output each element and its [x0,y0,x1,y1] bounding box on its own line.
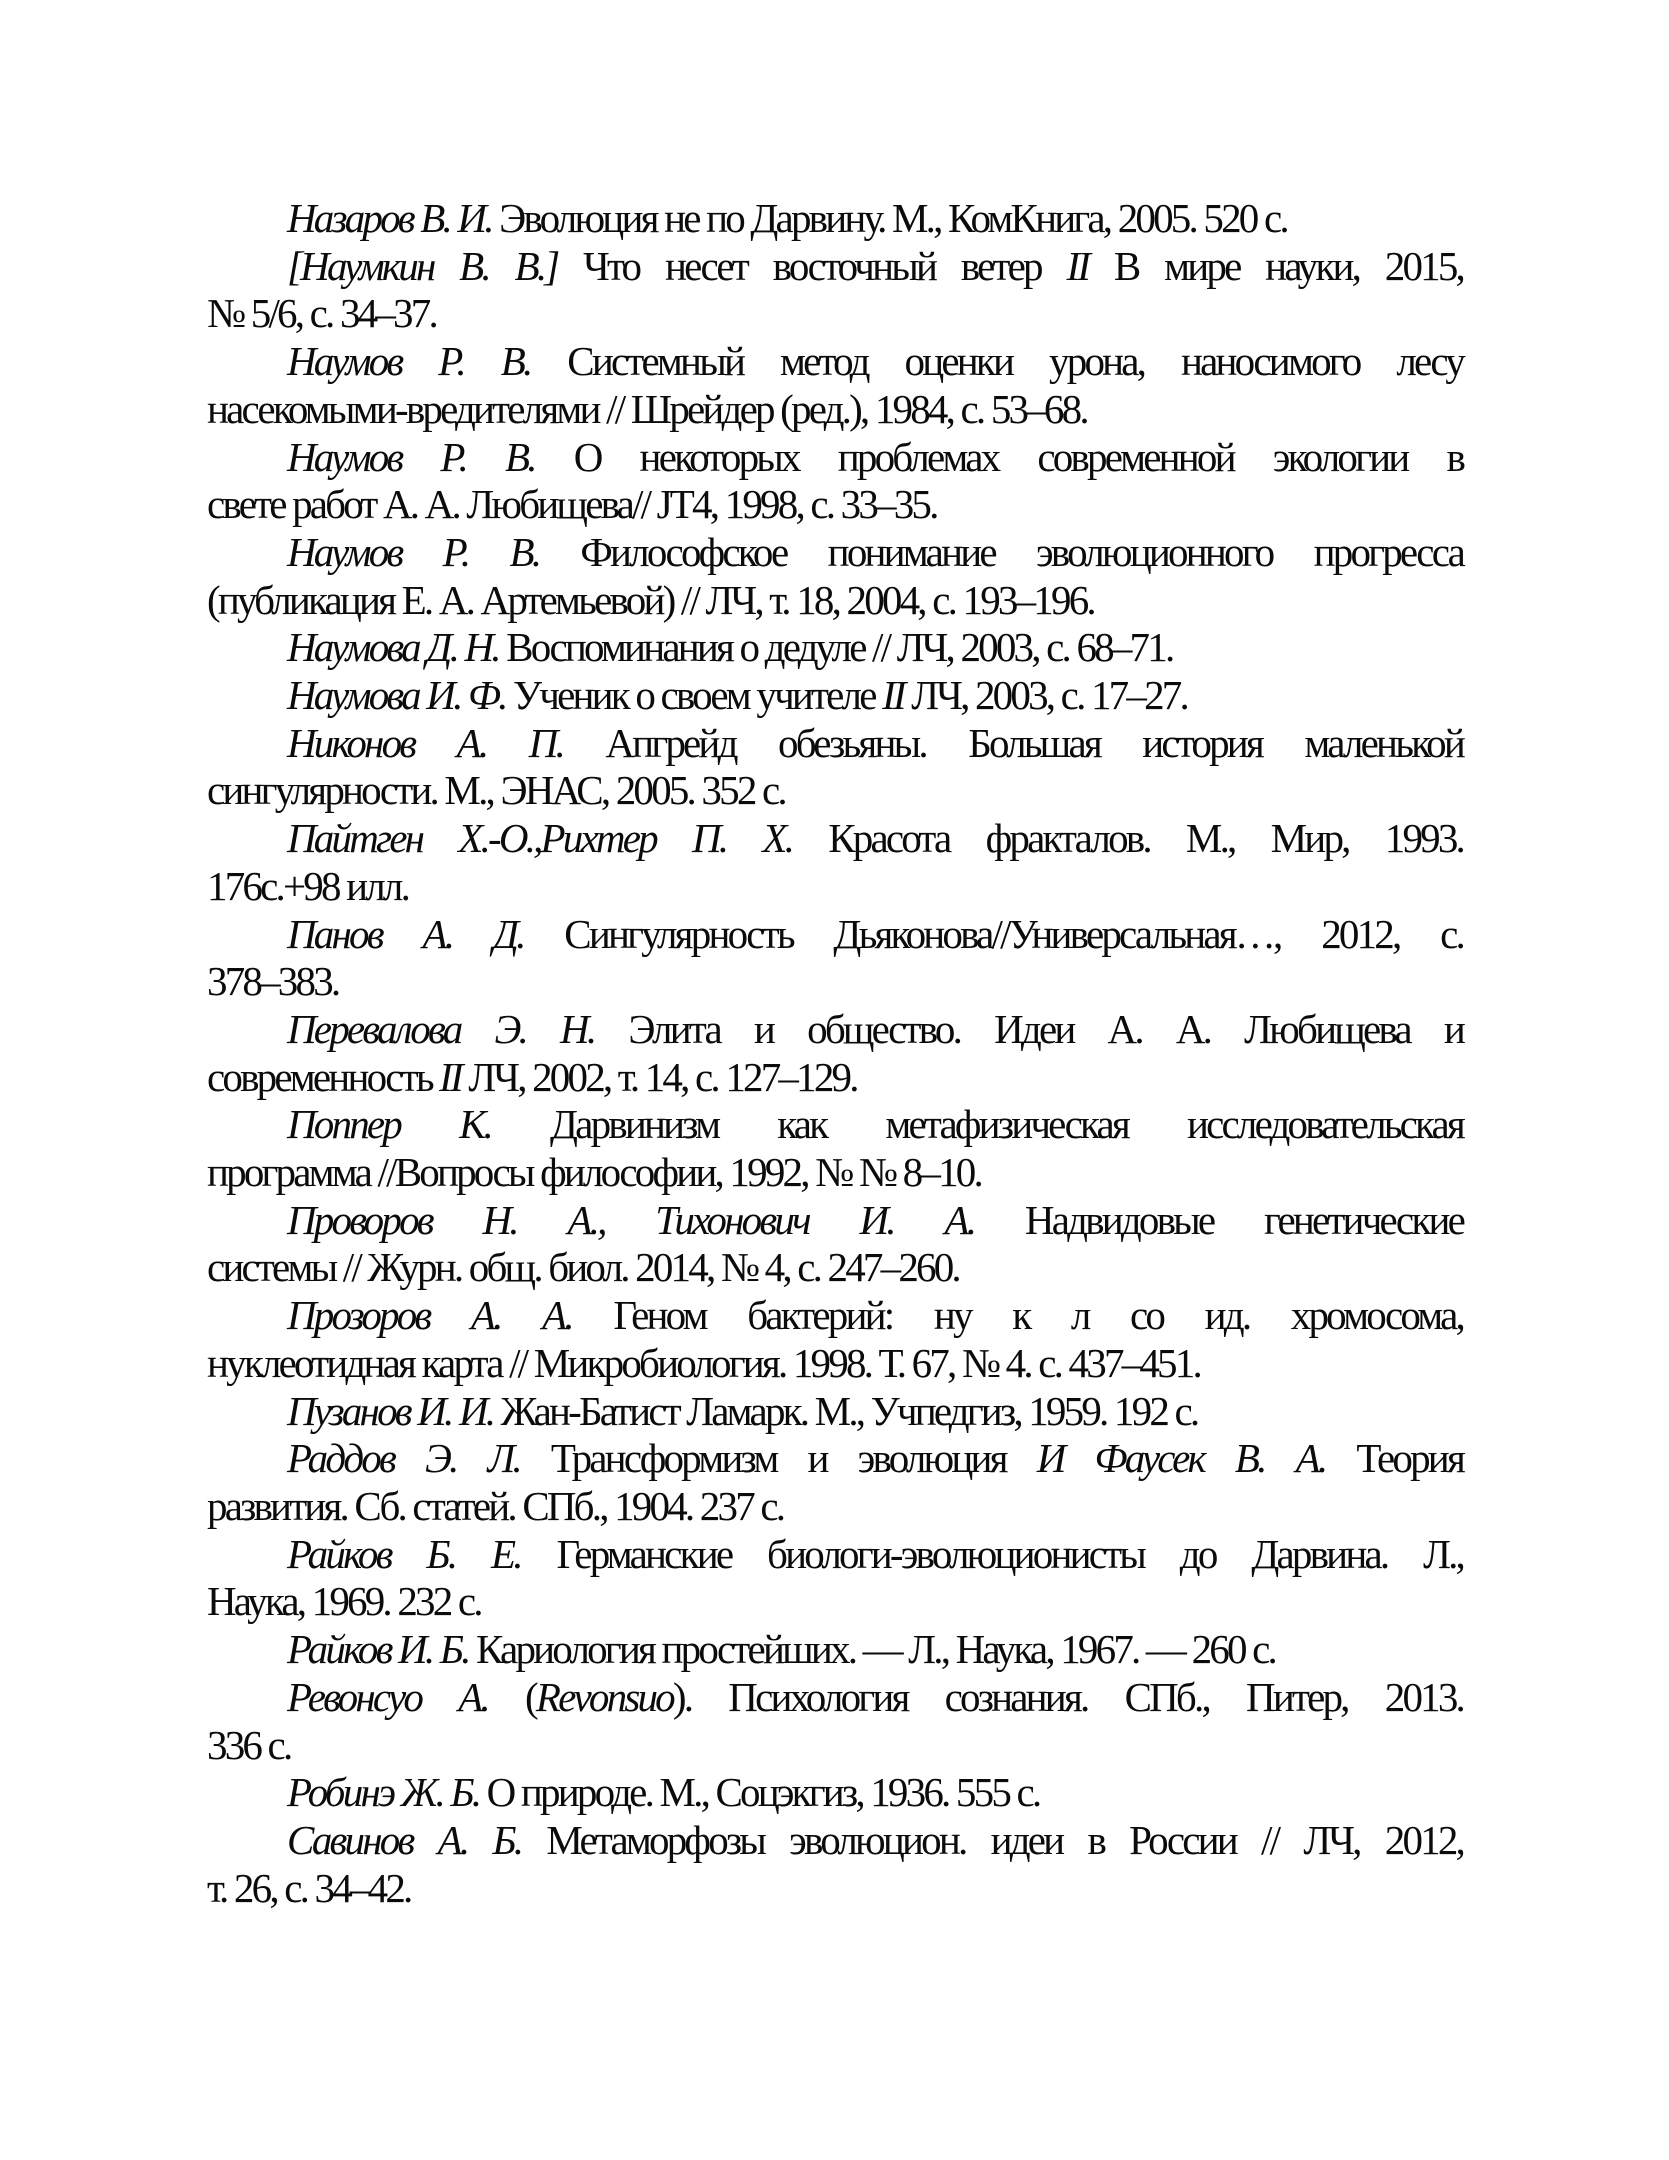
reference-author: Назаров В. И. [287,195,492,241]
reference-line [207,1578,1463,1626]
reference-text: насекомыми-вредителями // Шрейдер (ред.), 1984, с. 53–68. [207,385,1087,432]
reference-author: Пайтген Х.-О.,Рихтер П. Х. [287,815,793,862]
reference-text: сингулярности. М., ЭНАС, 2005. 352 с. [207,767,785,814]
reference-line [207,577,1463,625]
reference-text: Жан-Батист Ламарк. М., Учпедгиз, 1959. 192 с. [493,1387,1198,1434]
reference-line [207,1006,1463,1054]
reference-entry [207,1769,1463,1817]
reference-entry [207,1197,1463,1292]
reference-line [207,958,1463,1006]
reference-line [207,195,1463,243]
reference-author: Прозоров А. А. [287,1292,572,1339]
italic-run: II [439,1053,461,1100]
reference-line [207,1149,1463,1197]
reference-line [207,529,1463,577]
reference-author: [Наумкин В. В.] [287,242,558,289]
reference-line [207,1722,1463,1770]
reference-text: ЛЧ, 2003, с. 17–27. [903,672,1187,719]
reference-entry [207,1006,1463,1101]
reference-text: Геном бактерий: ну к л со ид. хромосома, [571,1292,1463,1339]
reference-text: Кариология простейших. — Л., Наука, 1967. — 260 с. [468,1626,1275,1673]
reference-author: Наумов Р. В. [287,338,531,385]
reference-text: 378–383. [207,958,339,1005]
reference-text: Элита и общество. Идеи А. А. Любищева и [594,1005,1463,1052]
reference-author: Панов А. Д. [287,910,524,957]
reference-author: Робинэ Ж. Б. [287,1769,480,1816]
reference-text: ЛЧ, 2002, т. 14, с. 127–129. [460,1053,857,1100]
reference-text: Ученик о своем учителе [505,672,883,719]
reference-entry [207,1817,1463,1912]
reference-entry [207,815,1463,910]
reference-line [207,1197,1463,1245]
reference-text: 176с.+98 илл. [207,862,409,909]
reference-text: т. 26, с. 34–42. [207,1864,411,1911]
reference-line [207,1340,1463,1388]
reference-line [207,911,1463,959]
reference-entry [207,195,1463,243]
reference-entry [207,529,1463,624]
reference-entry [207,243,1463,338]
reference-line [207,1054,1463,1102]
reference-line [207,1865,1463,1913]
reference-author: Перевалова Э. Н. [287,1005,595,1052]
reference-line [207,481,1463,529]
reference-line [207,1531,1463,1579]
reference-author: Райков Б. Е. [287,1530,521,1577]
reference-text: Апгрейд обезьяны. Большая история маленькой [562,719,1463,766]
reference-text: Эволюция не по Дарвину. М., КомКнига, 2005. 520 с. [491,195,1287,241]
bibliography-list [207,195,1463,1912]
reference-text: ( [487,1673,536,1720]
reference-author: Наумов Р. В. [287,528,540,575]
reference-text: Что несет восточный ветер [557,242,1067,289]
reference-line [207,863,1463,911]
italic-run: Revonsuo [535,1673,673,1720]
reference-text: Философское понимание эволюционного прогресса [539,528,1464,575]
reference-entry [207,1292,1463,1387]
reference-line [207,243,1463,291]
reference-line [207,672,1463,720]
reference-entry [207,720,1463,815]
italic-run: II [1066,242,1089,289]
reference-text: 336 с. [207,1721,291,1768]
reference-author: Ревонсуо А. [287,1673,488,1720]
reference-line [207,1101,1463,1149]
reference-text: О природе. М., Соцэкгиз, 1936. 555 с. [479,1769,1040,1816]
reference-text: свете работ А. А. Любищева// JT4, 1998, с. 33–35. [207,481,937,528]
reference-text: Системный метод оценки урона, наносимого лесу [530,338,1463,385]
reference-line [207,1483,1463,1531]
reference-line [207,1769,1463,1817]
reference-text: Красота фракталов. М., Мир, 1993. [792,815,1463,862]
reference-entry [207,1531,1463,1626]
italic-run: II [882,672,904,719]
reference-entry [207,672,1463,720]
reference-text: (публикация Е. А. Артемьевой) // ЛЧ, т. 18, 2004, с. 193–196. [207,576,1094,623]
reference-line [207,1292,1463,1340]
reference-text: программа //Вопросы философии, 1992, № № 8–10. [207,1149,981,1196]
reference-text: № 5/6, с. 34–37. [207,290,436,337]
reference-text: современность [207,1053,440,1100]
reference-entry [207,624,1463,672]
reference-line [207,624,1463,672]
reference-line [207,1817,1463,1865]
reference-text: О некоторых проблемах современной экологии в [534,433,1463,480]
reference-line [207,386,1463,434]
reference-author: Поппер К. [287,1101,491,1148]
reference-author: Савинов А. Б. [287,1816,522,1863]
italic-run: И Фаусек В. А. [1036,1435,1326,1482]
reference-text: Воспоминания о дедуле // ЛЧ, 2003, с. 68–71. [498,624,1173,671]
reference-author: Наумова И. Ф. [287,672,506,719]
reference-text: Германские биологи-эволюционисты до Дарвина. Л., [520,1530,1464,1577]
reference-text: Трансформизм и эволюция [519,1435,1037,1482]
reference-line [207,720,1463,768]
reference-entry [207,338,1463,433]
reference-text: Наука, 1969. 232 с. [207,1578,481,1625]
reference-line [207,1388,1463,1436]
reference-entry [207,1101,1463,1196]
reference-line [207,815,1463,863]
reference-entry [207,911,1463,1006]
reference-text: Надвидовые генетические [974,1196,1463,1243]
reference-entry [207,1626,1463,1674]
reference-author: Раддов Э. Л. [287,1435,520,1482]
reference-author: Проворов Н. А., Тихонович И. А. [287,1196,975,1243]
reference-author: Никонов А. П. [287,719,563,766]
reference-entry [207,1674,1463,1769]
reference-text: Сингулярность Дьяконова//Универсальная…, 2012, с. [523,910,1463,957]
reference-line [207,1435,1463,1483]
reference-line [207,290,1463,338]
reference-text: системы // Журн. общ. биол. 2014, № 4, с. 247–260. [207,1244,959,1291]
reference-entry [207,1435,1463,1530]
reference-line [207,767,1463,815]
reference-line [207,1674,1463,1722]
reference-author: Райков И. Б. [287,1626,469,1673]
reference-line [207,434,1463,482]
reference-line [207,1244,1463,1292]
reference-text: Дарвинизм как метафизическая исследовательская [490,1101,1463,1148]
reference-text: Теория [1325,1435,1463,1482]
reference-text: В мире науки, 2015, [1088,242,1464,289]
reference-line [207,1626,1463,1674]
reference-text: нуклеотидная карта // Микробиология. 1998. Т. 67, № 4. с. 437–451. [207,1339,1200,1386]
reference-entry [207,1388,1463,1436]
reference-text: развития. Сб. статей. СПб., 1904. 237 с. [207,1482,784,1529]
reference-entry [207,434,1463,529]
reference-author: Пузанов И. И. [287,1387,494,1434]
reference-author: Наумов Р. В. [287,433,535,480]
reference-text: ). Психология сознания. СПб., Питер, 2013. [672,1673,1463,1720]
reference-text: Метаморфозы эволюцион. идеи в России // ЛЧ, 2012, [521,1816,1463,1863]
reference-line [207,338,1463,386]
reference-author: Наумова Д. Н. [287,624,499,671]
